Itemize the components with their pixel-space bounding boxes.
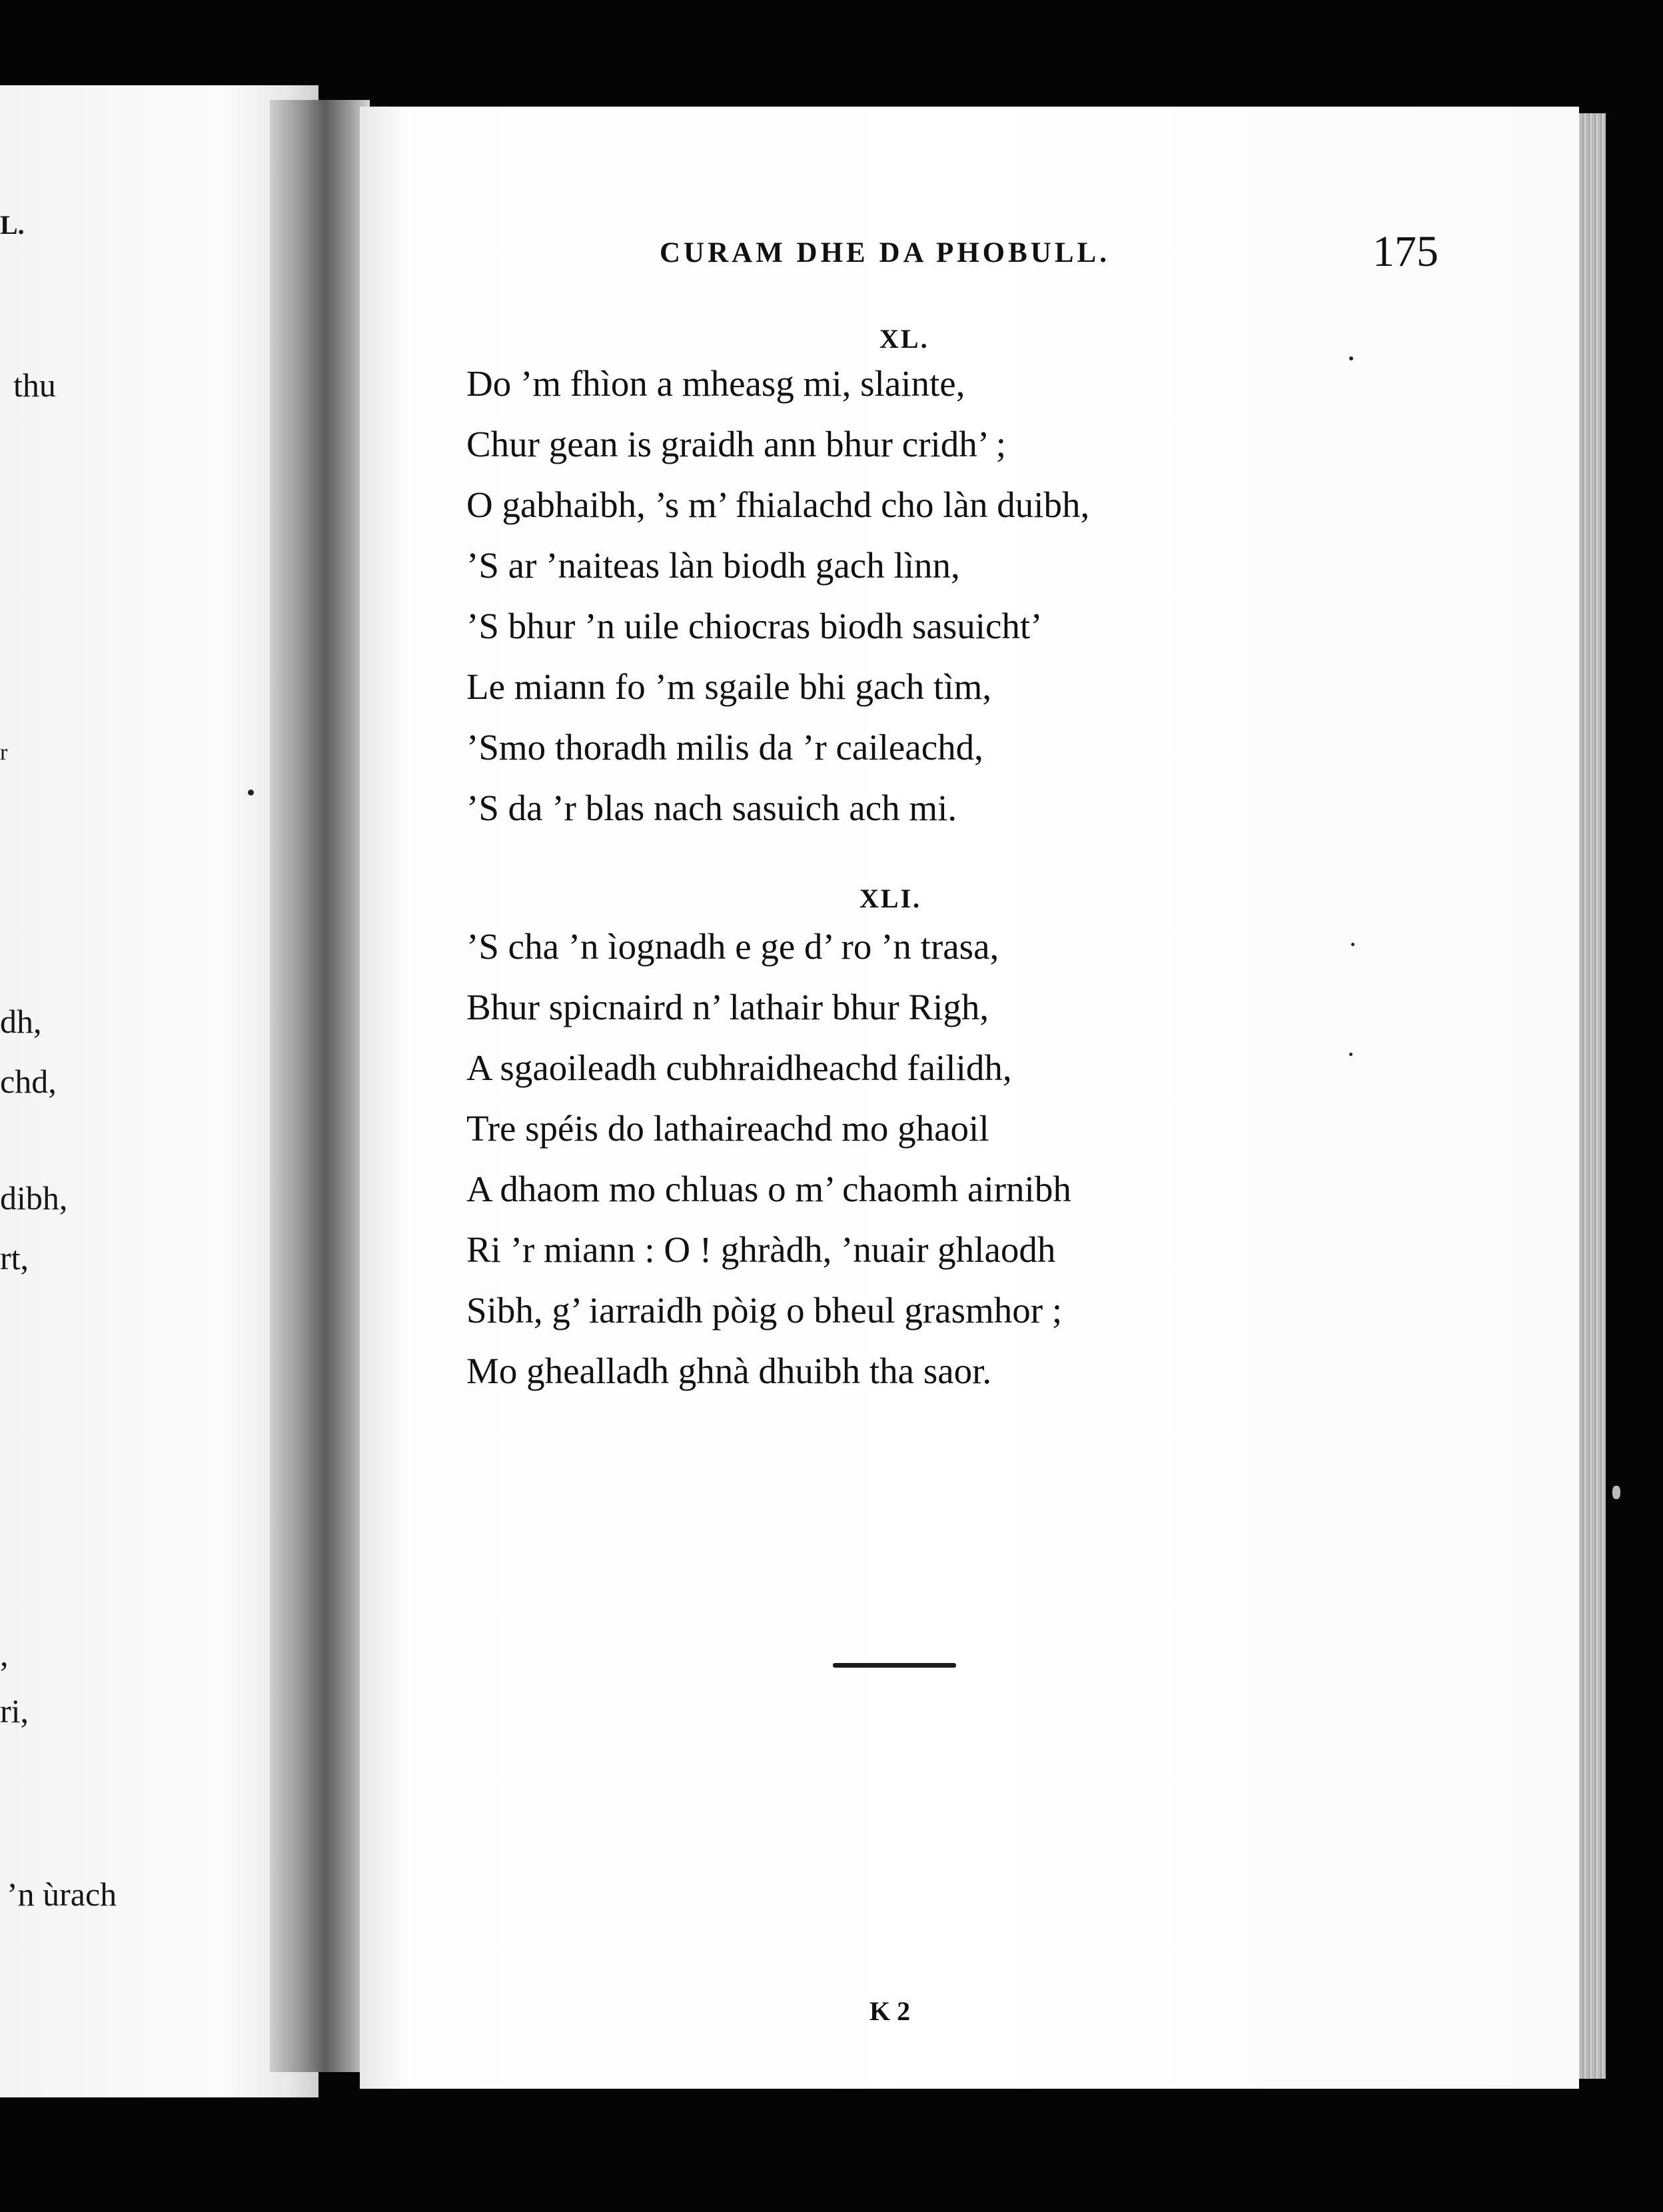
left-page-fragment: dibh, (0, 1179, 68, 1217)
verse-line: ’S bhur ’n uile chiocras biodh sasuicht’ (466, 606, 1043, 646)
left-page-fragment: thu (13, 366, 56, 404)
verse-line: A dhaom mo chluas o m’ chaomh airnibh (466, 1169, 1071, 1209)
stanza-number: XL. (879, 324, 929, 354)
verse-line: ’Smo thoradh milis da ’r caileachd, (466, 727, 983, 768)
section-end-rule (833, 1663, 956, 1668)
left-page-fragment: ri, (0, 1692, 29, 1730)
verse-line: Ri ’r miann : O ! ghràdh, ’nuair ghlaodh (466, 1229, 1056, 1270)
stanza (466, 353, 1089, 838)
left-page-fragment: rt, (0, 1239, 29, 1277)
left-page-fragment: dh, (0, 1003, 42, 1040)
left-page-fragment: L. (0, 210, 25, 240)
verse-line: O gabhaibh, ’s m’ fhialachd cho làn duibh, (466, 484, 1090, 525)
verse-line: Le miann fo ’m sgaile bhi gach tìm, (466, 666, 992, 707)
verse-line: Sibh, g’ iarraidh pòig o bheul grasmhor ; (466, 1290, 1063, 1331)
verse-line: Chur gean is graidh ann bhur cridh’ ; (466, 424, 1007, 464)
left-page-fragment: r (0, 740, 8, 765)
right-page (360, 107, 1579, 2089)
verse-line: Tre spéis do lathaireachd mo ghaoil (466, 1108, 989, 1149)
verse-line: ’S ar ’naiteas làn biodh gach lìnn, (466, 545, 960, 586)
signature-mark: K 2 (869, 1996, 911, 2026)
left-page-fragment: ’n ùrach (7, 1876, 117, 1913)
verse-line: Do ’m fhìon a mheasg mi, slainte, (466, 363, 965, 404)
left-page-fragment: chd, (0, 1063, 57, 1100)
print-speck (1351, 943, 1355, 946)
print-speck (248, 790, 254, 796)
print-speck (1612, 1486, 1620, 1499)
verse-line: A sgaoileadh cubhraidheachd failidh, (466, 1047, 1012, 1088)
verse-line: Mo ghealladh ghnà dhuibh tha saor. (466, 1351, 992, 1391)
verse-line: ’S cha ’n ìognadh e ge d’ ro ’n trasa, (466, 926, 999, 967)
print-speck (1349, 1053, 1353, 1056)
running-head: CURAM DHE DA PHOBULL. (660, 237, 1110, 269)
verse-line: ’S da ’r blas nach sasuich ach mi. (466, 788, 957, 828)
print-speck (1349, 356, 1353, 360)
stanza (466, 916, 1071, 1401)
page-number: 175 (1373, 227, 1438, 276)
book-gutter-shadow (270, 100, 370, 2072)
left-page-fragment: , (0, 1636, 9, 1673)
verse-line: Bhur spicnaird n’ lathair bhur Righ, (466, 987, 989, 1027)
stanza-number: XLI. (859, 883, 922, 913)
